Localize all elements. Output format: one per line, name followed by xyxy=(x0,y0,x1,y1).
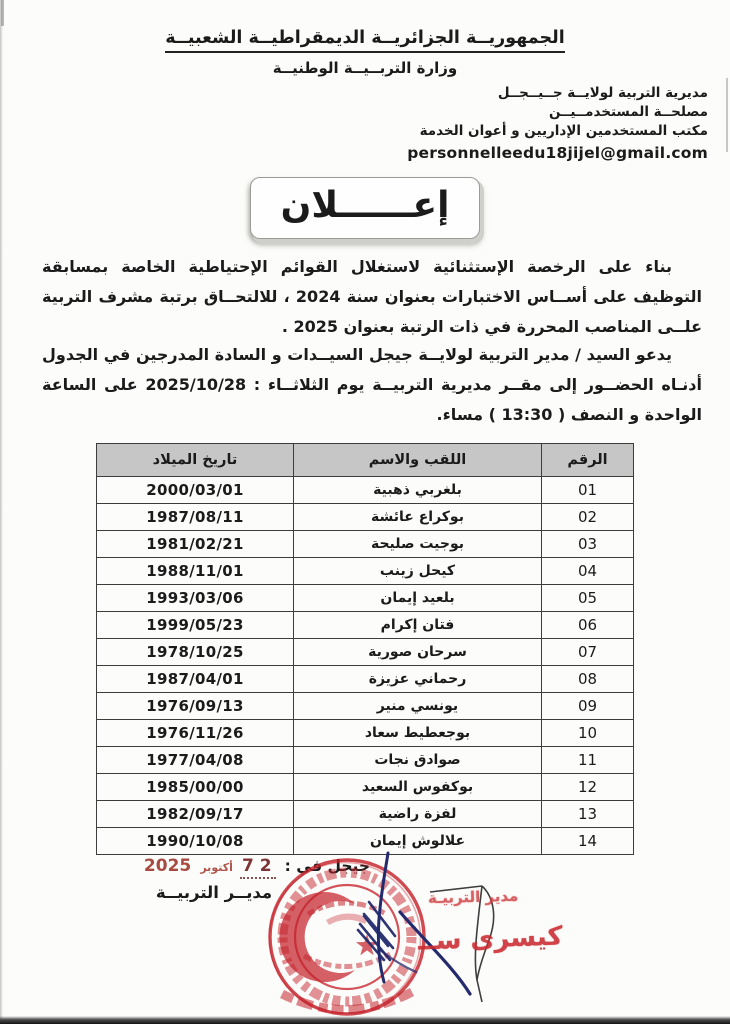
government-header xyxy=(0,28,730,77)
cell-number: 07 xyxy=(542,639,634,666)
stamp-director-title: مدير التربيـة xyxy=(427,886,519,908)
sender-block xyxy=(407,84,708,163)
table-row xyxy=(97,720,634,747)
table-row xyxy=(97,504,634,531)
cell-name: سرحان صورية xyxy=(294,639,542,666)
table-row xyxy=(97,531,634,558)
cell-birthdate: 1977/04/08 xyxy=(97,747,294,774)
cell-number: 10 xyxy=(542,720,634,747)
announcement-title-box xyxy=(250,177,480,239)
cell-birthdate: 1976/11/26 xyxy=(97,720,294,747)
cell-name: بلغربي ذهبية xyxy=(294,477,542,504)
cell-number: 13 xyxy=(542,801,634,828)
cell-number: 03 xyxy=(542,531,634,558)
cell-birthdate: 1999/05/23 xyxy=(97,612,294,639)
cell-number: 02 xyxy=(542,504,634,531)
cell-number: 01 xyxy=(542,477,634,504)
ministry-title: وزارة التربــيــة الوطنيــة xyxy=(272,59,458,77)
cell-name: فتان إكرام xyxy=(294,612,542,639)
cell-name: بوكفوس السعيد xyxy=(294,774,542,801)
cell-name: كيحل زينب xyxy=(294,558,542,585)
contact-email: personnelleedu18jijel@gmail.com xyxy=(407,144,708,162)
date-stamp-month: أكتوبر xyxy=(200,861,233,874)
table-row xyxy=(97,747,634,774)
cell-birthdate: 1981/02/21 xyxy=(97,531,294,558)
table-row xyxy=(97,612,634,639)
cell-number: 11 xyxy=(542,747,634,774)
cell-birthdate: 1982/09/17 xyxy=(97,801,294,828)
table-body xyxy=(97,477,634,855)
office-line: مكتب المستخدمين الإداريين و أعوان الخدمة xyxy=(419,123,708,139)
body-paragraph-2: يدعو السيد / مدير التربية لولايــة جيجل السيــدات و السادة المدرجين في الجدول أدنـاه الحضــور إلى مقــر مديرية التربيــة يوم الثلاثــاء : 2025/10/28 على الساعة الواحدة و النصف ( 13:30 ) مساء. xyxy=(42,345,703,424)
cell-number: 14 xyxy=(542,828,634,855)
cell-birthdate: 1993/03/06 xyxy=(97,585,294,612)
signatory-title: مديــر التربيــة xyxy=(155,883,273,902)
cell-birthdate: 1988/11/01 xyxy=(97,558,294,585)
cell-number: 06 xyxy=(542,612,634,639)
table-row xyxy=(97,639,634,666)
cell-name: لفزة راضية xyxy=(294,801,542,828)
place-label: جيجل في : xyxy=(284,857,370,875)
cell-number: 12 xyxy=(542,774,634,801)
cell-name: يونسي منير xyxy=(294,693,542,720)
service-line: مصلحــة المستخدمــيــن xyxy=(548,104,708,120)
table-row xyxy=(97,666,634,693)
cell-name: بوجعطيط سعاد xyxy=(294,720,542,747)
scan-bottom-edge xyxy=(0,1016,730,1024)
cell-number: 09 xyxy=(542,693,634,720)
table-row xyxy=(97,477,634,504)
stamp-director-signature-name: كيسرى ســ xyxy=(417,921,564,957)
body-paragraph-1: بناء على الرخصة الإستثنائية لاستغلال القوائم الإحتياطية الخاصة بمسابقة التوظيف على أســاس الاختبارات بعنوان سنة 2024 ، للالتحــاق برتبة مشرف التربية علــى المناصب المحررة في ذات الرتبة بعنوان 2025 . xyxy=(42,257,702,336)
cell-name: بلعيد إيمان xyxy=(294,585,542,612)
table-row xyxy=(97,801,634,828)
cell-name: علالوش إيمان xyxy=(294,828,542,855)
header-number: الرقم xyxy=(542,444,634,477)
cell-name: صوادق نجات xyxy=(294,747,542,774)
table-row xyxy=(97,585,634,612)
cell-birthdate: 1985/00/00 xyxy=(97,774,294,801)
date-stamp-year: 2025 xyxy=(143,856,192,876)
cell-name: بوجيت صليحة xyxy=(294,531,542,558)
candidates-table xyxy=(96,443,634,855)
cell-birthdate: 1990/10/08 xyxy=(97,828,294,855)
cell-birthdate: 1987/08/11 xyxy=(97,504,294,531)
republic-title: الجمهوريــة الجزائريــة الديمقراطيــة الشعبيــة xyxy=(165,28,564,53)
cell-birthdate: 1978/10/25 xyxy=(97,639,294,666)
scan-left-edge xyxy=(0,0,3,1024)
date-stamp-day: 2 7 xyxy=(240,856,276,879)
cell-number: 05 xyxy=(542,585,634,612)
cell-number: 08 xyxy=(542,666,634,693)
directorate-line: مديرية التربية لولايــة جــيــجــل xyxy=(497,85,708,101)
scan-right-edge xyxy=(726,78,728,152)
cell-birthdate: 1987/04/01 xyxy=(97,666,294,693)
cell-number: 04 xyxy=(542,558,634,585)
table-row xyxy=(97,693,634,720)
table-row xyxy=(97,774,634,801)
scan-corner-mark xyxy=(1,0,12,26)
table-row xyxy=(97,558,634,585)
cell-birthdate: 2000/03/01 xyxy=(97,477,294,504)
table-header-row xyxy=(97,444,634,477)
cell-name: رحماني عزيزة xyxy=(294,666,542,693)
announcement-title: إعــــــلان xyxy=(280,185,450,226)
cell-birthdate: 1976/09/13 xyxy=(97,693,294,720)
header-name: اللقب والاسم xyxy=(294,444,542,477)
cell-name: بوكراع عائشة xyxy=(294,504,542,531)
header-birthdate: تاريخ الميلاد xyxy=(97,444,294,477)
